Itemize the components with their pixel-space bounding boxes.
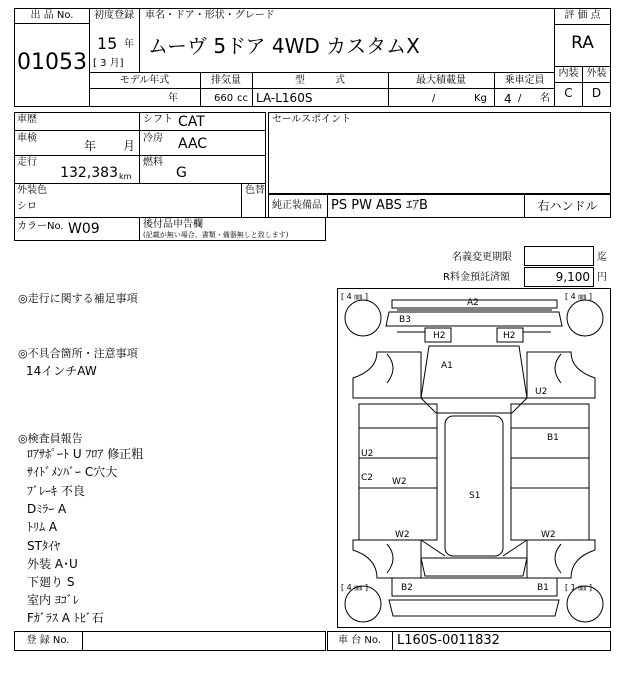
- roof: [445, 416, 503, 556]
- rear-left-tire-tag: [ 4 ㎜ ]: [341, 583, 368, 592]
- details-line-2: [14, 155, 266, 156]
- lot-number: 01053: [17, 50, 87, 75]
- mileage-unit: km: [119, 172, 132, 181]
- cabin-left: [359, 404, 437, 540]
- inspector-item-10: Fｶﾞﾗｽ A ﾄﾋﾞ石: [27, 611, 104, 625]
- mark-a2: A2: [467, 298, 479, 308]
- max-load-slash: /: [432, 93, 436, 104]
- details-col: [139, 112, 140, 183]
- front-grille: [386, 312, 562, 326]
- rear-lower: [389, 600, 559, 616]
- registration-year: 15: [97, 34, 118, 53]
- displacement-label: 排気量: [211, 75, 241, 86]
- inspection-year: 年: [84, 139, 97, 153]
- exterior-label: 外装: [586, 68, 607, 79]
- model-type: LA-L160S: [256, 91, 313, 105]
- details-block: [14, 112, 266, 218]
- inspector-item-9: 室内 ﾖｺﾞﾚ: [27, 593, 79, 607]
- capacity-slash: /: [518, 93, 522, 104]
- rear-gate: [421, 558, 527, 576]
- details-line-3: [14, 183, 266, 184]
- capacity-label: 乗車定員: [504, 75, 545, 86]
- mark-u2-right: U2: [535, 387, 548, 397]
- capacity-unit: 名: [540, 93, 550, 104]
- color-no-value: W09: [68, 221, 100, 237]
- defect-item-1: 14インチAW: [26, 364, 97, 378]
- first-registration-label: 初度登録: [94, 10, 134, 21]
- inspector-item-8: 下廻り S: [27, 575, 75, 589]
- recycle-unit: 円: [597, 272, 607, 283]
- front-fender-left: [353, 352, 421, 398]
- mark-b2: B2: [401, 583, 413, 593]
- mileage-value: 132,383: [60, 165, 118, 181]
- inspection-label: 車検: [17, 133, 37, 144]
- max-load-unit: Kg: [474, 93, 487, 104]
- repaint-label: 色替: [245, 185, 265, 196]
- interior-label: 内装: [558, 68, 579, 79]
- mark-u2-left: U2: [361, 449, 374, 459]
- displacement-unit: cc: [237, 93, 248, 104]
- sales-point-label: セールスポイント: [272, 114, 352, 125]
- ac-value: AAC: [178, 136, 208, 152]
- name-change-suffix: 迄: [597, 252, 607, 263]
- lot-label: 出 品 No.: [30, 10, 74, 21]
- shift-line: [139, 130, 266, 131]
- history-label: 車歴: [17, 114, 37, 125]
- inspection-month: 月: [123, 139, 136, 153]
- fuel-label: 燃料: [143, 157, 163, 168]
- mark-c2: C2: [361, 473, 374, 483]
- registration-month: [ 3 月]: [93, 58, 124, 69]
- mark-b1-side: B1: [547, 433, 559, 443]
- exterior-color-value: シロ: [17, 201, 37, 212]
- inspector-notes-title: ◎検査員報告: [18, 432, 83, 445]
- registration-number-label: 登 録 No.: [26, 635, 70, 646]
- exterior-grade: D: [591, 86, 602, 100]
- mark-a1: A1: [441, 361, 453, 371]
- model-year-unit: 年: [168, 93, 178, 104]
- name-change-box: [524, 246, 594, 266]
- interior-grade: C: [564, 86, 573, 100]
- driving-notes-title: ◎走行に関する補足事項: [18, 292, 138, 305]
- inspector-item-5: ﾄﾘﾑ A: [27, 520, 58, 534]
- inspector-item-7: 外装 A･U: [27, 557, 78, 571]
- aftermarket-note: (記載が無い場合、書類・備器無しと致します): [143, 231, 289, 239]
- shift-label: シフト: [143, 114, 173, 125]
- grade-divider: [554, 24, 611, 25]
- car-name: ムーヴ 5ドア 4WD カスタムX: [148, 34, 420, 58]
- shift-value: CAT: [178, 114, 205, 130]
- mark-w2-left-mid: W2: [392, 477, 407, 487]
- capacity-value: 4: [504, 92, 512, 106]
- chassis-number: L160S-0011832: [397, 633, 500, 648]
- chassis-number-label: 車 台 No.: [338, 635, 381, 646]
- mark-h2-right: H2: [503, 331, 516, 341]
- inspector-item-6: STﾀｲﾔ: [27, 539, 60, 553]
- mileage-label: 走行: [17, 157, 37, 168]
- color-no-col: [139, 217, 140, 241]
- equipment-label: 純正装備品: [272, 200, 322, 211]
- mark-b3: B3: [399, 315, 411, 325]
- defect-notes-title: ◎不具合箇所・注意事項: [18, 347, 138, 360]
- grade-label: 評 価 点: [564, 10, 601, 21]
- equipment-value: PS PW ABS ｴｱB: [331, 198, 428, 213]
- recycle-label: R料金預託済額: [443, 272, 510, 283]
- equipment-col: [327, 194, 328, 218]
- car-damage-diagram: [337, 288, 611, 628]
- mark-w2-left-low: W2: [395, 530, 410, 540]
- front-left-tire-tag: [ 4 ㎜ ]: [341, 292, 368, 301]
- model-type-label: 型 式: [295, 75, 345, 86]
- recycle-value: 9,100: [555, 270, 590, 284]
- reg-col: [82, 631, 83, 651]
- name-change-label: 名義変更期限: [452, 252, 512, 263]
- cabin-right: [511, 404, 589, 540]
- color-no-label: カラーNo.: [17, 221, 64, 232]
- tire-front-left: [345, 300, 381, 336]
- exterior-color-label: 外装色: [17, 185, 47, 196]
- mark-h2-left: H2: [433, 331, 446, 341]
- inspector-item-3: ﾌﾞﾚｰｷ 不良: [27, 484, 85, 498]
- hood: [421, 346, 527, 398]
- tire-front-right: [567, 300, 603, 336]
- max-load-label: 最大積載量: [416, 75, 466, 86]
- car-name-label: 車名・ドア・形状・グレード: [145, 10, 275, 21]
- grade-value: RA: [571, 33, 594, 53]
- model-year-label: モデル年式: [119, 75, 170, 86]
- repaint-col: [241, 183, 242, 218]
- aftermarket-label: 後付品申告欄: [143, 219, 203, 230]
- registration-year-unit: 年: [124, 39, 134, 50]
- inspector-item-2: ｻｲﾄﾞﾒﾝﾊﾞｰ C穴大: [27, 465, 118, 479]
- inspector-item-1: ﾛｱｻﾎﾟｰﾄ U ﾌﾛｱ 修正粗: [27, 447, 144, 461]
- mark-s1: S1: [469, 491, 481, 501]
- details-line-1: [14, 130, 139, 131]
- rear-right-tire-tag: [ 1 ㎜ ]: [565, 583, 592, 592]
- chassis-col: [392, 631, 393, 651]
- steering-value: 右ハンドル: [537, 199, 598, 213]
- ac-label: 冷房: [143, 133, 163, 144]
- inspector-item-4: Dﾐﾗｰ A: [27, 502, 67, 516]
- displacement-value: 660: [214, 93, 234, 104]
- front-right-tire-tag: [ 4 ㎜ ]: [565, 292, 592, 301]
- mark-b1-rear: B1: [537, 583, 549, 593]
- fuel-value: G: [176, 165, 187, 181]
- mark-w2-right-low: W2: [541, 530, 556, 540]
- rear-bumper: [392, 578, 557, 596]
